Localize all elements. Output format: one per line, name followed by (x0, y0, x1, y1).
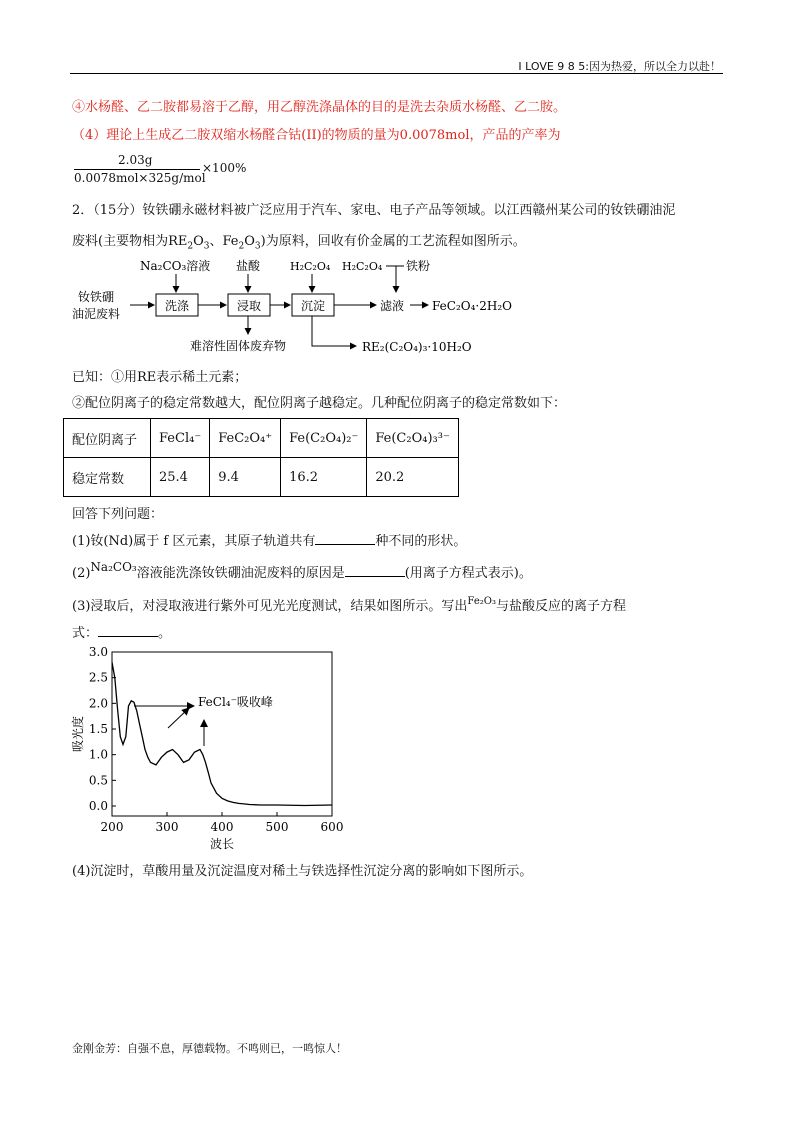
table-row (64, 458, 459, 497)
known-2: ②配位阴离子的稳定常数越大，配位阴离子越稳定。几种配位阴离子的稳定常数如下： (72, 396, 567, 411)
q1-text-b: 种不同的形状。 (375, 534, 467, 549)
x-tick-label: 300 (155, 820, 179, 834)
question-intro-2 (72, 230, 526, 252)
q2-formula: Na₂CO₃ (90, 560, 137, 574)
y-tick-label: 0.0 (88, 799, 108, 813)
box-precipitate-label: 沉淀 (301, 299, 326, 313)
question-1 (72, 530, 466, 549)
x-tick-label: 500 (265, 820, 289, 834)
y-tick-label: 1.5 (88, 722, 108, 736)
reagent-iron: 铁粉 (406, 259, 431, 273)
table-cell: 20.2 (367, 458, 458, 497)
product-fe: FeC₂O₄·2H₂O (432, 299, 512, 313)
q3-text-d: 式： (72, 626, 99, 641)
table-cell: 16.2 (281, 458, 367, 497)
y-tick-label: 2.0 (88, 696, 108, 711)
y-tick-label: 2.5 (88, 670, 108, 685)
x-tick-label: 600 (320, 820, 344, 834)
table-header-constant: 稳定常数 (64, 458, 151, 497)
q2-text-a: (2) (72, 566, 91, 581)
table-header-ion: 配位阴离子 (64, 419, 151, 458)
y-tick-label: 3.0 (88, 645, 108, 659)
sub-3a: 3 (203, 241, 210, 252)
answer-line-1: ④水杨醛、乙二胺都易溶于乙醇，用乙醇洗涤晶体的目的是洗去杂质水杨醛、乙二胺。 (72, 100, 567, 115)
sub-3b: 3 (254, 241, 261, 252)
fraction-multiplier: ×100% (202, 161, 247, 175)
table-cell: FeCl₄⁻ (151, 419, 210, 458)
y-axis-label: 吸光度 (71, 715, 85, 753)
x-axis (101, 812, 344, 834)
formula-o2: O (244, 234, 255, 249)
box-leach-label: 浸取 (237, 299, 262, 313)
q3-text-e: 。 (158, 626, 172, 641)
question-3-cont (72, 622, 171, 641)
q2-text-d: (用离子方程式表示)。 (404, 566, 532, 581)
fraction-denominator: 0.0078mol×325g/mol (74, 171, 206, 185)
q1-answer-blank[interactable] (315, 532, 375, 545)
stability-constant-table (63, 418, 459, 497)
table-cell: 9.4 (210, 458, 281, 497)
annotation-arrow-peak-1 (168, 708, 189, 728)
formula-fe: 、Fe (209, 234, 239, 249)
waste-label: 难溶性固体废弃物 (190, 339, 287, 353)
q3-text-c: 与盐酸反应的离子方程 (495, 599, 626, 614)
process-flow-diagram (70, 252, 540, 360)
arrow-re-product (312, 316, 356, 346)
intro-text-b: )为原料，回收有价金属的工艺流程如图所示。 (260, 234, 526, 249)
table-cell: FeC₂O₄⁺ (210, 419, 281, 458)
question-3 (72, 595, 626, 614)
uv-vis-chart (64, 640, 354, 855)
reagent-hcl: 盐酸 (236, 259, 261, 273)
table-row (64, 419, 459, 458)
q3-answer-blank[interactable] (98, 624, 158, 637)
known-1: 已知：①用RE表示稀土元素； (72, 370, 248, 385)
page-footer: 金刚金芳：自强不息，厚德载物。不鸣则已，一鸣惊人！ (72, 1042, 347, 1055)
q2-text-c: 溶液能洗涤钕铁硼油泥废料的原因是 (136, 566, 345, 581)
q3-formula: Fe₂O₃ (467, 596, 496, 607)
answer-line-2: （4）理论上生成乙二胺双缩水杨醛合钴(II)的物质的量为0.0078mol，产品的产率为 (72, 128, 561, 143)
q1-text-a: (1)钕(Nd)属于 f 区元素，其原子轨道共有 (72, 534, 316, 549)
answer-prompt: 回答下列问题： (72, 507, 164, 522)
header-divider (70, 73, 723, 74)
fraction-numerator: 2.03g (118, 153, 153, 167)
reagent-oxalic-2: H₂C₂O₄ (342, 260, 383, 273)
q3-text-a: (3)浸取后，对浸取液进行紫外可见光光度测试，结果如图所示。写出 (72, 599, 468, 614)
box-wash-label: 洗涤 (165, 299, 190, 313)
formula-o: O (193, 234, 204, 249)
feed-label-2: 油泥废料 (72, 307, 121, 321)
intro-text-a: 废料(主要物相为 (72, 234, 169, 249)
yield-fraction (72, 153, 252, 185)
y-tick-label: 0.5 (88, 773, 108, 788)
question-2 (72, 562, 532, 581)
sub-2b: 2 (238, 241, 245, 252)
sub-2a: 2 (187, 241, 194, 252)
annotation-label: FeCl₄⁻吸收峰 (198, 695, 273, 709)
product-re: RE₂(C₂O₄)₃·10H₂O (362, 340, 472, 354)
filtrate-label: 滤液 (380, 299, 405, 313)
absorbance-curve (112, 662, 332, 805)
reagent-oxalic-1: H₂C₂O₄ (290, 260, 331, 273)
y-tick-label: 1.0 (88, 747, 108, 762)
table-cell: Fe(C₂O₄)₃³⁻ (367, 419, 458, 458)
table-cell: Fe(C₂O₄)₂⁻ (281, 419, 367, 458)
formula-re: RE (168, 234, 188, 249)
x-tick-label: 200 (100, 820, 124, 834)
x-axis-label: 波长 (209, 837, 235, 851)
feed-label-1: 钕铁硼 (78, 290, 115, 304)
x-tick-label: 400 (210, 820, 234, 834)
table-cell: 25.4 (151, 458, 210, 497)
plot-frame (112, 652, 332, 816)
question-4: (4)沉淀时，草酸用量及沉淀温度对稀土与铁选择性沉淀分离的影响如下图所示。 (72, 864, 533, 879)
fraction-bar (74, 169, 200, 170)
question-intro-1: 2．（15分）钕铁硼永磁材料被广泛应用于汽车、家电、电子产品等领域。以江西赣州某公司的钕铁硼油泥 (72, 203, 676, 218)
q2-answer-blank[interactable] (345, 564, 405, 577)
page-header: I LOVE 9 8 5:因为热爱，所以全力以赴！ (518, 60, 721, 73)
reagent-na2co3: Na₂CO₃溶液 (140, 259, 211, 273)
